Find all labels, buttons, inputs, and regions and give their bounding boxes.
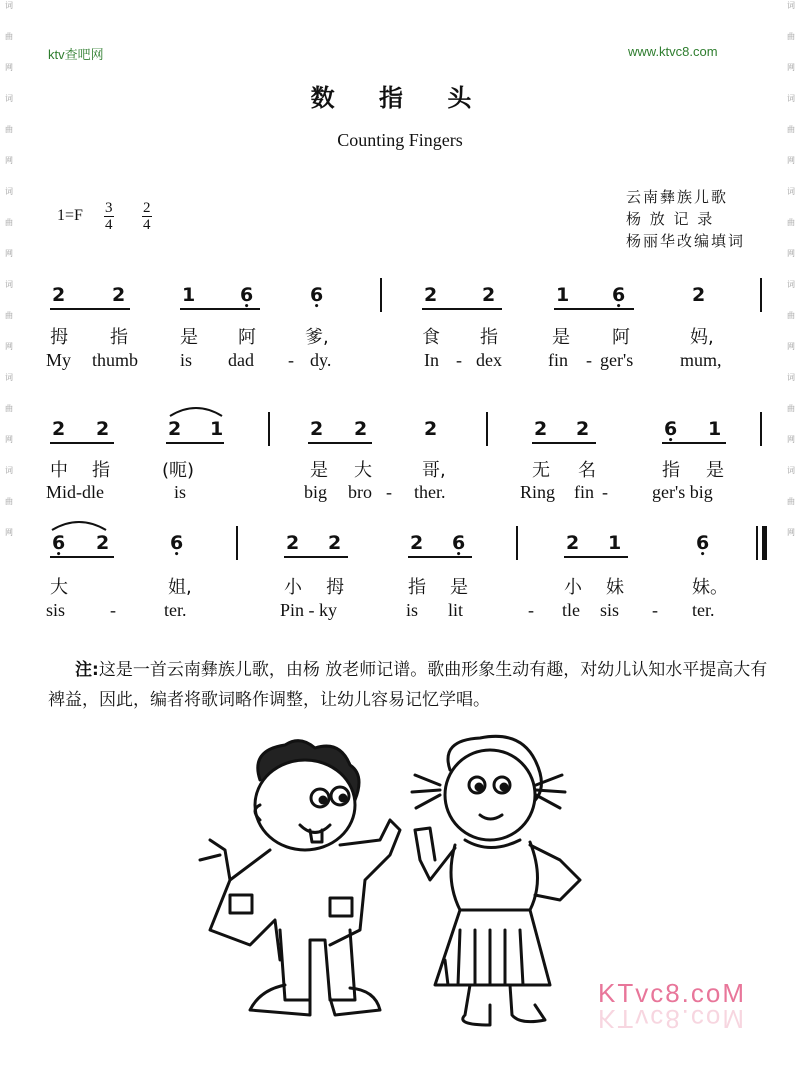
note: 6 •	[696, 532, 709, 554]
lyric-cn: 指	[408, 577, 426, 598]
lyric-en: ter.	[164, 600, 187, 620]
note: 2	[310, 418, 324, 440]
note: 1	[608, 532, 622, 554]
lyric-en: ther.	[414, 482, 446, 502]
note: 2	[112, 284, 126, 306]
bar-line	[760, 278, 762, 312]
note: 2	[96, 418, 110, 440]
note: 2	[96, 532, 110, 554]
credit-origin: 云南彝族儿歌	[626, 188, 729, 206]
lyric-cn: 是	[180, 327, 198, 348]
bar-line	[516, 526, 518, 560]
lyric-cn: 是	[706, 460, 724, 481]
note: 2	[354, 418, 368, 440]
lyric-en: -	[586, 350, 592, 370]
lyric-cn: 大	[354, 460, 372, 481]
lyric-en: sis	[600, 600, 620, 620]
lyric-en: dex	[476, 350, 502, 370]
lyric-en: mum,	[680, 350, 722, 370]
bar-line	[268, 412, 270, 446]
lyric-cn: 大	[50, 577, 68, 598]
lyric-cn: 指	[110, 327, 128, 348]
lyric-en: is	[180, 350, 193, 370]
lyric-cn: 是	[310, 460, 328, 481]
beat-underline	[532, 442, 596, 444]
lyric-cn: 无	[532, 460, 550, 481]
lyric-en: is	[174, 482, 187, 502]
note: 2	[692, 284, 706, 306]
lyric-cn: 妈,	[690, 327, 714, 348]
beat-underline	[308, 442, 372, 444]
lyric-en: tle	[562, 600, 580, 620]
lyric-cn: 哥,	[422, 460, 446, 481]
lyric-cn: 食	[422, 327, 440, 348]
bar-line	[380, 278, 382, 312]
lyric-cn: 妹。	[692, 577, 728, 598]
lyric-en: Ring	[520, 482, 556, 502]
lyric-en: ger's big	[652, 482, 713, 502]
lyric-cn: 指	[480, 327, 498, 348]
lyric-cn: 阿	[238, 327, 256, 348]
lyric-cn: 阿	[612, 327, 630, 348]
lyric-en: -	[110, 600, 116, 620]
site-url[interactable]: www.ktvc8.com	[628, 44, 718, 59]
bar-line	[486, 412, 488, 446]
note: 6 •	[240, 284, 253, 306]
bar-line	[236, 526, 238, 560]
song-note	[48, 655, 768, 715]
right-border-watermark: 词 曲 网 词 曲 网 词 曲 网 词 曲 网 词 曲 网 词 曲 网	[787, 1, 795, 537]
lyric-cn: 小	[564, 577, 582, 598]
beat-underline	[662, 442, 726, 444]
note: 6 •	[310, 284, 323, 306]
lyric-cn: 小	[284, 577, 302, 598]
note: 1	[556, 284, 570, 306]
key-signature: 1=F	[57, 207, 83, 224]
lyric-en: My	[46, 350, 72, 370]
lyric-en: -	[652, 600, 658, 620]
bar-line	[760, 412, 762, 446]
beat-underline	[554, 308, 634, 310]
lyric-cn: 妹	[606, 577, 624, 598]
lyric-en: Pin - ky	[280, 600, 338, 620]
lyric-en: Mid-dle	[46, 482, 104, 502]
lyric-cn: 是	[552, 327, 570, 348]
lyric-en: ter.	[692, 600, 715, 620]
note: 2	[576, 418, 590, 440]
time-signature-2-4: $\frac{2}{4}$	[143, 200, 151, 233]
note: 2	[410, 532, 424, 554]
watermark-reflection: KTvc8.coM	[598, 1004, 747, 1034]
note-label: 注:	[75, 660, 99, 680]
note: 6 •	[664, 418, 677, 440]
credit-arranger: 杨丽华改编填词	[626, 232, 746, 250]
site-name[interactable]: ktv查吧网	[48, 47, 104, 62]
beat-underline	[180, 308, 260, 310]
lyric-en: -	[288, 350, 294, 370]
note: 6 •	[452, 532, 465, 554]
note: 2	[286, 532, 300, 554]
lyric-cn: 中	[50, 460, 68, 481]
note: 1	[182, 284, 196, 306]
lyric-cn: 爹,	[305, 327, 329, 348]
lyric-cn: 名	[578, 460, 596, 481]
lyric-en: -	[386, 482, 392, 502]
final-bar-line-thick	[762, 526, 767, 560]
beat-underline	[166, 442, 224, 444]
lyric-cn: 指	[662, 460, 680, 481]
song-credits	[626, 186, 745, 252]
lyric-en: ger's	[600, 350, 634, 370]
note: 2	[328, 532, 342, 554]
note: 2	[566, 532, 580, 554]
lyric-en: -	[456, 350, 462, 370]
note: 6 •	[52, 532, 65, 554]
note: 6 •	[612, 284, 625, 306]
lyric-en: big	[304, 482, 328, 502]
note: 2	[482, 284, 496, 306]
note: 2	[424, 418, 438, 440]
note-text: 这是一首云南彝族儿歌，由杨 放老师记谱。歌曲形象生动有趣，对幼儿认知水平提高大有裨益，因此，编者将歌词略作调整，让幼儿容易记忆学唱。	[48, 660, 768, 710]
note: 2	[424, 284, 438, 306]
lyric-en: In	[424, 350, 439, 370]
watermark-logo: KTvc8.coM	[598, 978, 747, 1008]
beat-underline	[50, 308, 130, 310]
lyric-en: dy.	[310, 350, 332, 370]
lyric-en: -	[602, 482, 608, 502]
slur-arc	[168, 404, 224, 418]
boy-figure	[200, 741, 400, 1015]
children-illustration	[190, 730, 610, 1030]
note: 2	[168, 418, 182, 440]
beat-underline	[564, 556, 628, 558]
note: 6 •	[170, 532, 183, 554]
lyric-en: bro	[348, 482, 372, 502]
lyric-en: fin	[548, 350, 568, 370]
lyric-en: -	[528, 600, 534, 620]
lyric-en: thumb	[92, 350, 139, 370]
girl-figure	[412, 736, 580, 1025]
note: 1	[210, 418, 224, 440]
final-bar-line-thin	[756, 526, 758, 560]
beat-underline	[422, 308, 502, 310]
lyric-cn: 指	[92, 460, 110, 481]
note: 2	[52, 418, 66, 440]
song-title: 数 指 头	[310, 84, 490, 112]
lyric-cn: 拇	[50, 327, 68, 348]
beat-underline	[284, 556, 348, 558]
note: 2	[534, 418, 548, 440]
lyric-en: dad	[228, 350, 254, 370]
beat-underline	[408, 556, 472, 558]
lyric-en: fin	[574, 482, 594, 502]
left-border-watermark: 词 曲 网 词 曲 网 词 曲 网 词 曲 网 词 曲 网 词 曲 网	[5, 1, 13, 537]
lyric-en: is	[406, 600, 419, 620]
beat-underline	[50, 556, 114, 558]
lyric-cn: 拇	[326, 577, 344, 598]
lyric-en: lit	[448, 600, 464, 620]
lyric-en: sis	[46, 600, 66, 620]
time-signature-3-4: $\frac{3}{4}$	[105, 200, 113, 233]
lyric-cn: 姐,	[168, 577, 192, 598]
credit-transcriber: 杨 放 记 录	[626, 210, 715, 228]
note: 1	[708, 418, 722, 440]
lyric-cn: (呃)	[162, 460, 195, 481]
lyric-cn: 是	[450, 577, 468, 598]
note: 2	[52, 284, 66, 306]
song-subtitle: Counting Fingers	[337, 130, 463, 150]
slur-arc	[50, 518, 108, 532]
beat-underline	[50, 442, 114, 444]
